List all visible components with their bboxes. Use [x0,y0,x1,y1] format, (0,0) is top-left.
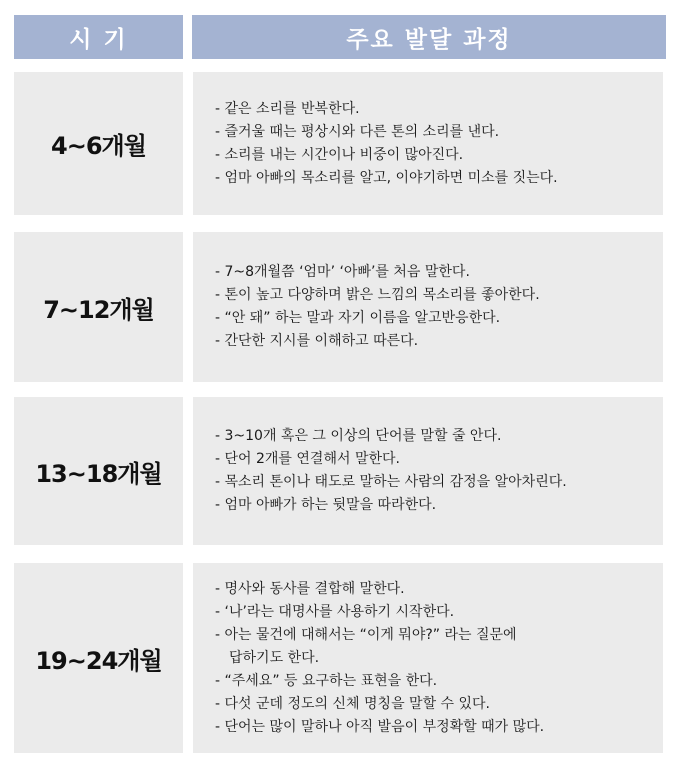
process-line: - “안 돼” 하는 말과 자기 이름을 알고반응한다. [215,310,501,326]
process-line: - 톤이 높고 다양하며 밝은 느낌의 목소리를 좋아한다. [215,287,540,303]
process-line: - 소리를 내는 시간이나 비중이 많아진다. [215,146,464,163]
table-row [0,397,677,545]
header-process: 주요 발달 과정 [192,15,666,59]
process-line: - 단어 2개를 연결해서 말한다. [215,451,400,467]
period-cell: 13~18개월 [14,397,183,545]
table-row [0,563,677,753]
process-line: - 명사와 동사를 결합해 말한다. [215,580,405,597]
process-line: - 3~10개 혹은 그 이상의 단어를 말할 줄 안다. [215,428,502,444]
process-cell [193,232,663,382]
process-line: - 아는 물건에 대해서는 “이게 뭐야?” 라는 질문에 [215,626,517,643]
process-line: - 단어는 많이 말하나 아직 발음이 부정확할 때가 많다. [215,718,545,735]
process-cell [193,563,663,753]
process-line: - 엄마 아빠의 목소리를 알고, 이야기하면 미소를 짓는다. [215,169,558,186]
process-line: - “주세요” 등 요구하는 표현을 한다. [215,672,438,689]
process-line: - 즐거울 때는 평상시와 다른 톤의 소리를 낸다. [215,123,500,140]
process-line: 답하기도 한다. [229,649,320,666]
process-cell [193,397,663,545]
process-line: - 같은 소리를 반복한다. [215,100,360,117]
period-cell: 4~6개월 [14,72,183,215]
header-period: 시 기 [14,15,183,59]
process-cell [193,72,663,215]
table-row [0,72,677,215]
process-line: - 목소리 톤이나 태도로 말하는 사람의 감정을 알아차린다. [215,474,567,490]
process-line: - 7~8개월쯤 ‘엄마’ ‘아빠’를 처음 말한다. [215,264,470,280]
process-line: - 엄마 아빠가 하는 뒷말을 따라한다. [215,497,437,513]
process-line: - ‘나’라는 대명사를 사용하기 시작한다. [215,603,455,620]
period-cell: 7~12개월 [14,232,183,382]
table-row [0,232,677,382]
process-line: - 다섯 군데 정도의 신체 명칭을 말할 수 있다. [215,695,491,712]
process-line: - 간단한 지시를 이해하고 따른다. [215,333,419,349]
period-cell: 19~24개월 [14,563,183,753]
